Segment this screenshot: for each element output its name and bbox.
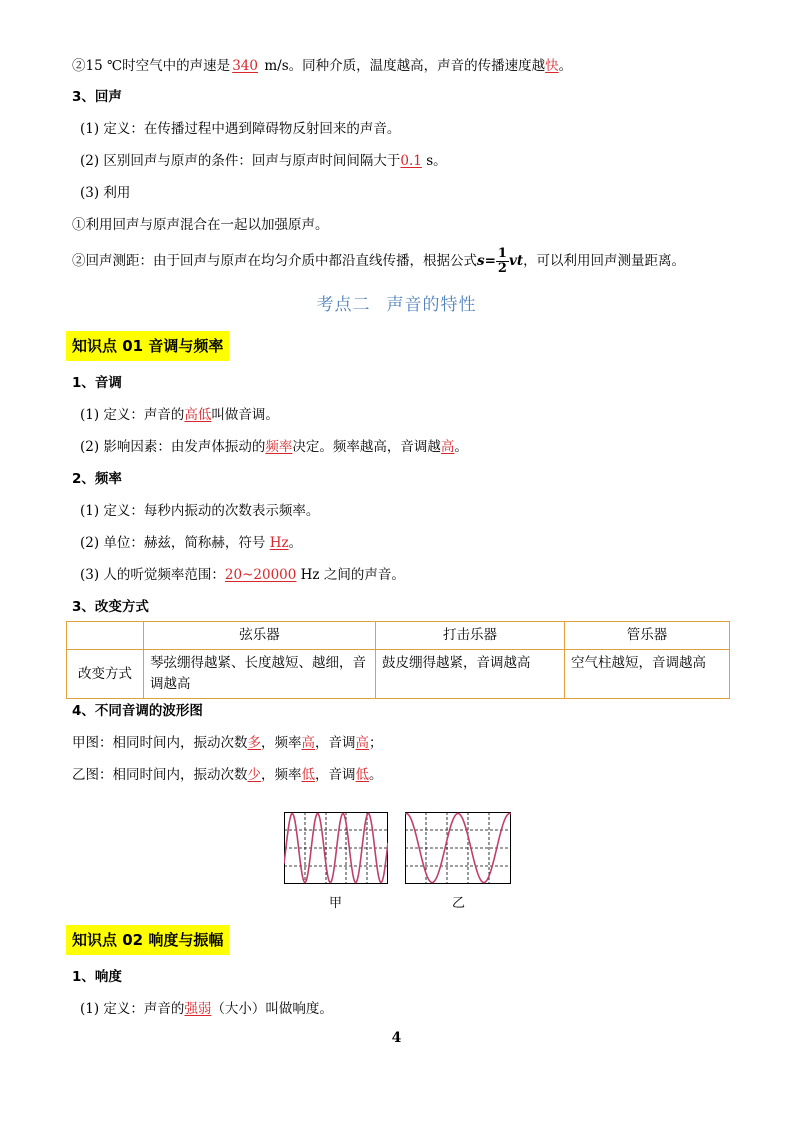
hearing-range: (3) 人的听觉频率范围：20~20000 Hz 之间的声音。 bbox=[80, 567, 405, 583]
heading-loudness: 1、响度 bbox=[72, 969, 122, 985]
change-method-table bbox=[66, 621, 730, 699]
knowledge-point-02: 知识点 02 响度与振幅 bbox=[66, 925, 229, 955]
answer-blank: 多 bbox=[247, 735, 261, 751]
echo-definition: (1) 定义：在传播过程中遇到障碍物反射回来的声音。 bbox=[80, 121, 401, 137]
knowledge-point-01: 知识点 01 音调与频率 bbox=[66, 331, 229, 361]
formula-vt: vt bbox=[508, 253, 524, 269]
formula-s: s bbox=[477, 253, 485, 269]
echo-use-heading: (3) 利用 bbox=[80, 185, 131, 201]
waveform-yi-figure bbox=[405, 812, 511, 884]
echo-use-1: ①利用回声与原声混合在一起以加强原声。 bbox=[72, 217, 329, 233]
table-header-cell: 打击乐器 bbox=[376, 622, 565, 650]
answer-blank: 快 bbox=[545, 58, 559, 74]
echo-use-2: ②回声测距：由于回声与原声在均匀介质中都沿直线传播，根据公式s= $\frac{1}{2}$ vt，可以利用回声测量距离。 bbox=[72, 246, 686, 276]
section-title: 考点二 声音的特性 bbox=[316, 295, 477, 315]
pitch-definition: (1) 定义：声音的高低叫做音调。 bbox=[80, 407, 279, 423]
answer-blank: 少 bbox=[247, 767, 261, 783]
answer-blank: 20~20000 bbox=[224, 567, 297, 583]
answer-blank: 高低 bbox=[184, 407, 212, 423]
table-cell: 鼓皮绷得越紧，音调越高 bbox=[376, 650, 565, 699]
table-header-cell: 管乐器 bbox=[565, 622, 730, 650]
table-header-row bbox=[67, 622, 730, 650]
answer-blank: 强弱 bbox=[184, 1001, 212, 1017]
answer-blank: 高 bbox=[301, 735, 315, 751]
echo-condition: (2) 区别回声与原声的条件：回声与原声时间间隔大于0.1 s。 bbox=[80, 153, 447, 169]
answer-blank: 低 bbox=[301, 767, 315, 783]
waveform-jia-figure bbox=[284, 812, 388, 884]
heading-change-method: 3、改变方式 bbox=[72, 599, 149, 615]
table-cell: 改变方式 bbox=[67, 650, 144, 699]
table-cell: 琴弦绷得越紧、长度越短、越细，音调越高 bbox=[144, 650, 376, 699]
frequency-definition: (1) 定义：每秒内振动的次数表示频率。 bbox=[80, 503, 320, 519]
frequency-unit: (2) 单位：赫兹，简称赫，符号 Hz。 bbox=[80, 535, 303, 551]
heading-waveforms: 4、不同音调的波形图 bbox=[72, 703, 203, 719]
table-header-cell bbox=[67, 622, 144, 650]
answer-blank: 低 bbox=[355, 767, 369, 783]
loudness-definition: (1) 定义：声音的强弱（大小）叫做响度。 bbox=[80, 1001, 333, 1017]
heading-pitch: 1、音调 bbox=[72, 375, 122, 391]
speed-of-sound-line: ②15 ℃时空气中的声速是 340 m/s。同种介质，温度越高，声音的传播速度越快。 bbox=[72, 58, 573, 74]
answer-blank: 0.1 bbox=[400, 153, 422, 169]
waveform-yi-desc: 乙图：相同时间内，振动次数少，频率低，音调低。 bbox=[72, 767, 383, 783]
caption-yi: 乙 bbox=[452, 896, 466, 911]
heading-echo: 3、回声 bbox=[72, 89, 122, 105]
page-number: 4 bbox=[391, 1030, 402, 1046]
caption-jia: 甲 bbox=[329, 896, 343, 911]
formula-fraction: $\frac{1}{2}$ bbox=[497, 246, 507, 276]
pitch-factor: (2) 影响因素：由发声体振动的频率决定。频率越高，音调越高。 bbox=[80, 439, 468, 455]
table-header-cell: 弦乐器 bbox=[144, 622, 376, 650]
table-cell: 空气柱越短，音调越高 bbox=[565, 650, 730, 699]
waveform-grid bbox=[405, 812, 511, 884]
answer-blank: 高 bbox=[355, 735, 369, 751]
answer-blank: 频率 bbox=[265, 439, 293, 455]
answer-blank: Hz bbox=[269, 535, 289, 551]
answer-blank: 高 bbox=[440, 439, 455, 455]
answer-blank: 340 bbox=[232, 58, 258, 74]
heading-frequency: 2、频率 bbox=[72, 471, 122, 487]
waveform-jia-desc: 甲图：相同时间内，振动次数多，频率高，音调高； bbox=[72, 735, 383, 751]
table-row bbox=[67, 650, 730, 699]
